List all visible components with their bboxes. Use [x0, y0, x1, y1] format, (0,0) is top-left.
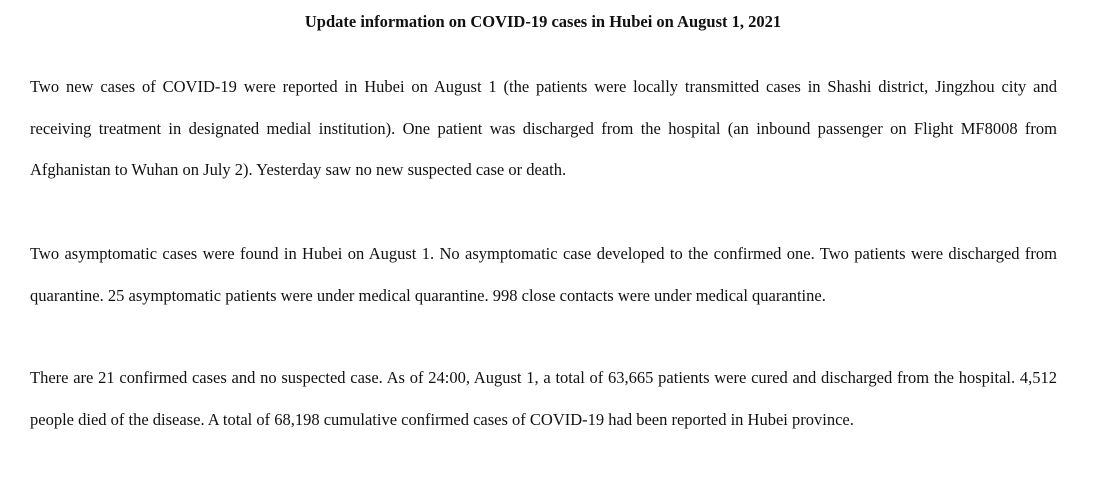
- paragraph-cumulative-totals: There are 21 confirmed cases and no suspected case. As of 24:00, August 1, a total of 63,665 patients were cured and discharged from the hospital. 4,512 people died of the disease. A total of 68,198 cumulative confirmed cases of COVID-19 had been reported in Hubei province.: [30, 368, 1057, 429]
- paragraph-asymptomatic-cases: Two asymptomatic cases were found in Hubei on August 1. No asymptomatic case developed to the confirmed one. Two patients were discharged from quarantine. 25 asymptomatic patients were under medical quarantine. 998 close contacts were under medical quarantine.: [30, 244, 1057, 305]
- paragraph-new-cases: Two new cases of COVID-19 were reported in Hubei on August 1 (the patients were locally transmitted cases in Shashi district, Jingzhou city and receiving treatment in designated medial institution). One patient was discharged from the hospital (an inbound passenger on Flight MF8008 from Afghanistan to Wuhan on July 2). Yesterday saw no new suspected case or death.: [30, 77, 1057, 179]
- document-title: Update information on COVID-19 cases in Hubei on August 1, 2021: [304, 12, 782, 31]
